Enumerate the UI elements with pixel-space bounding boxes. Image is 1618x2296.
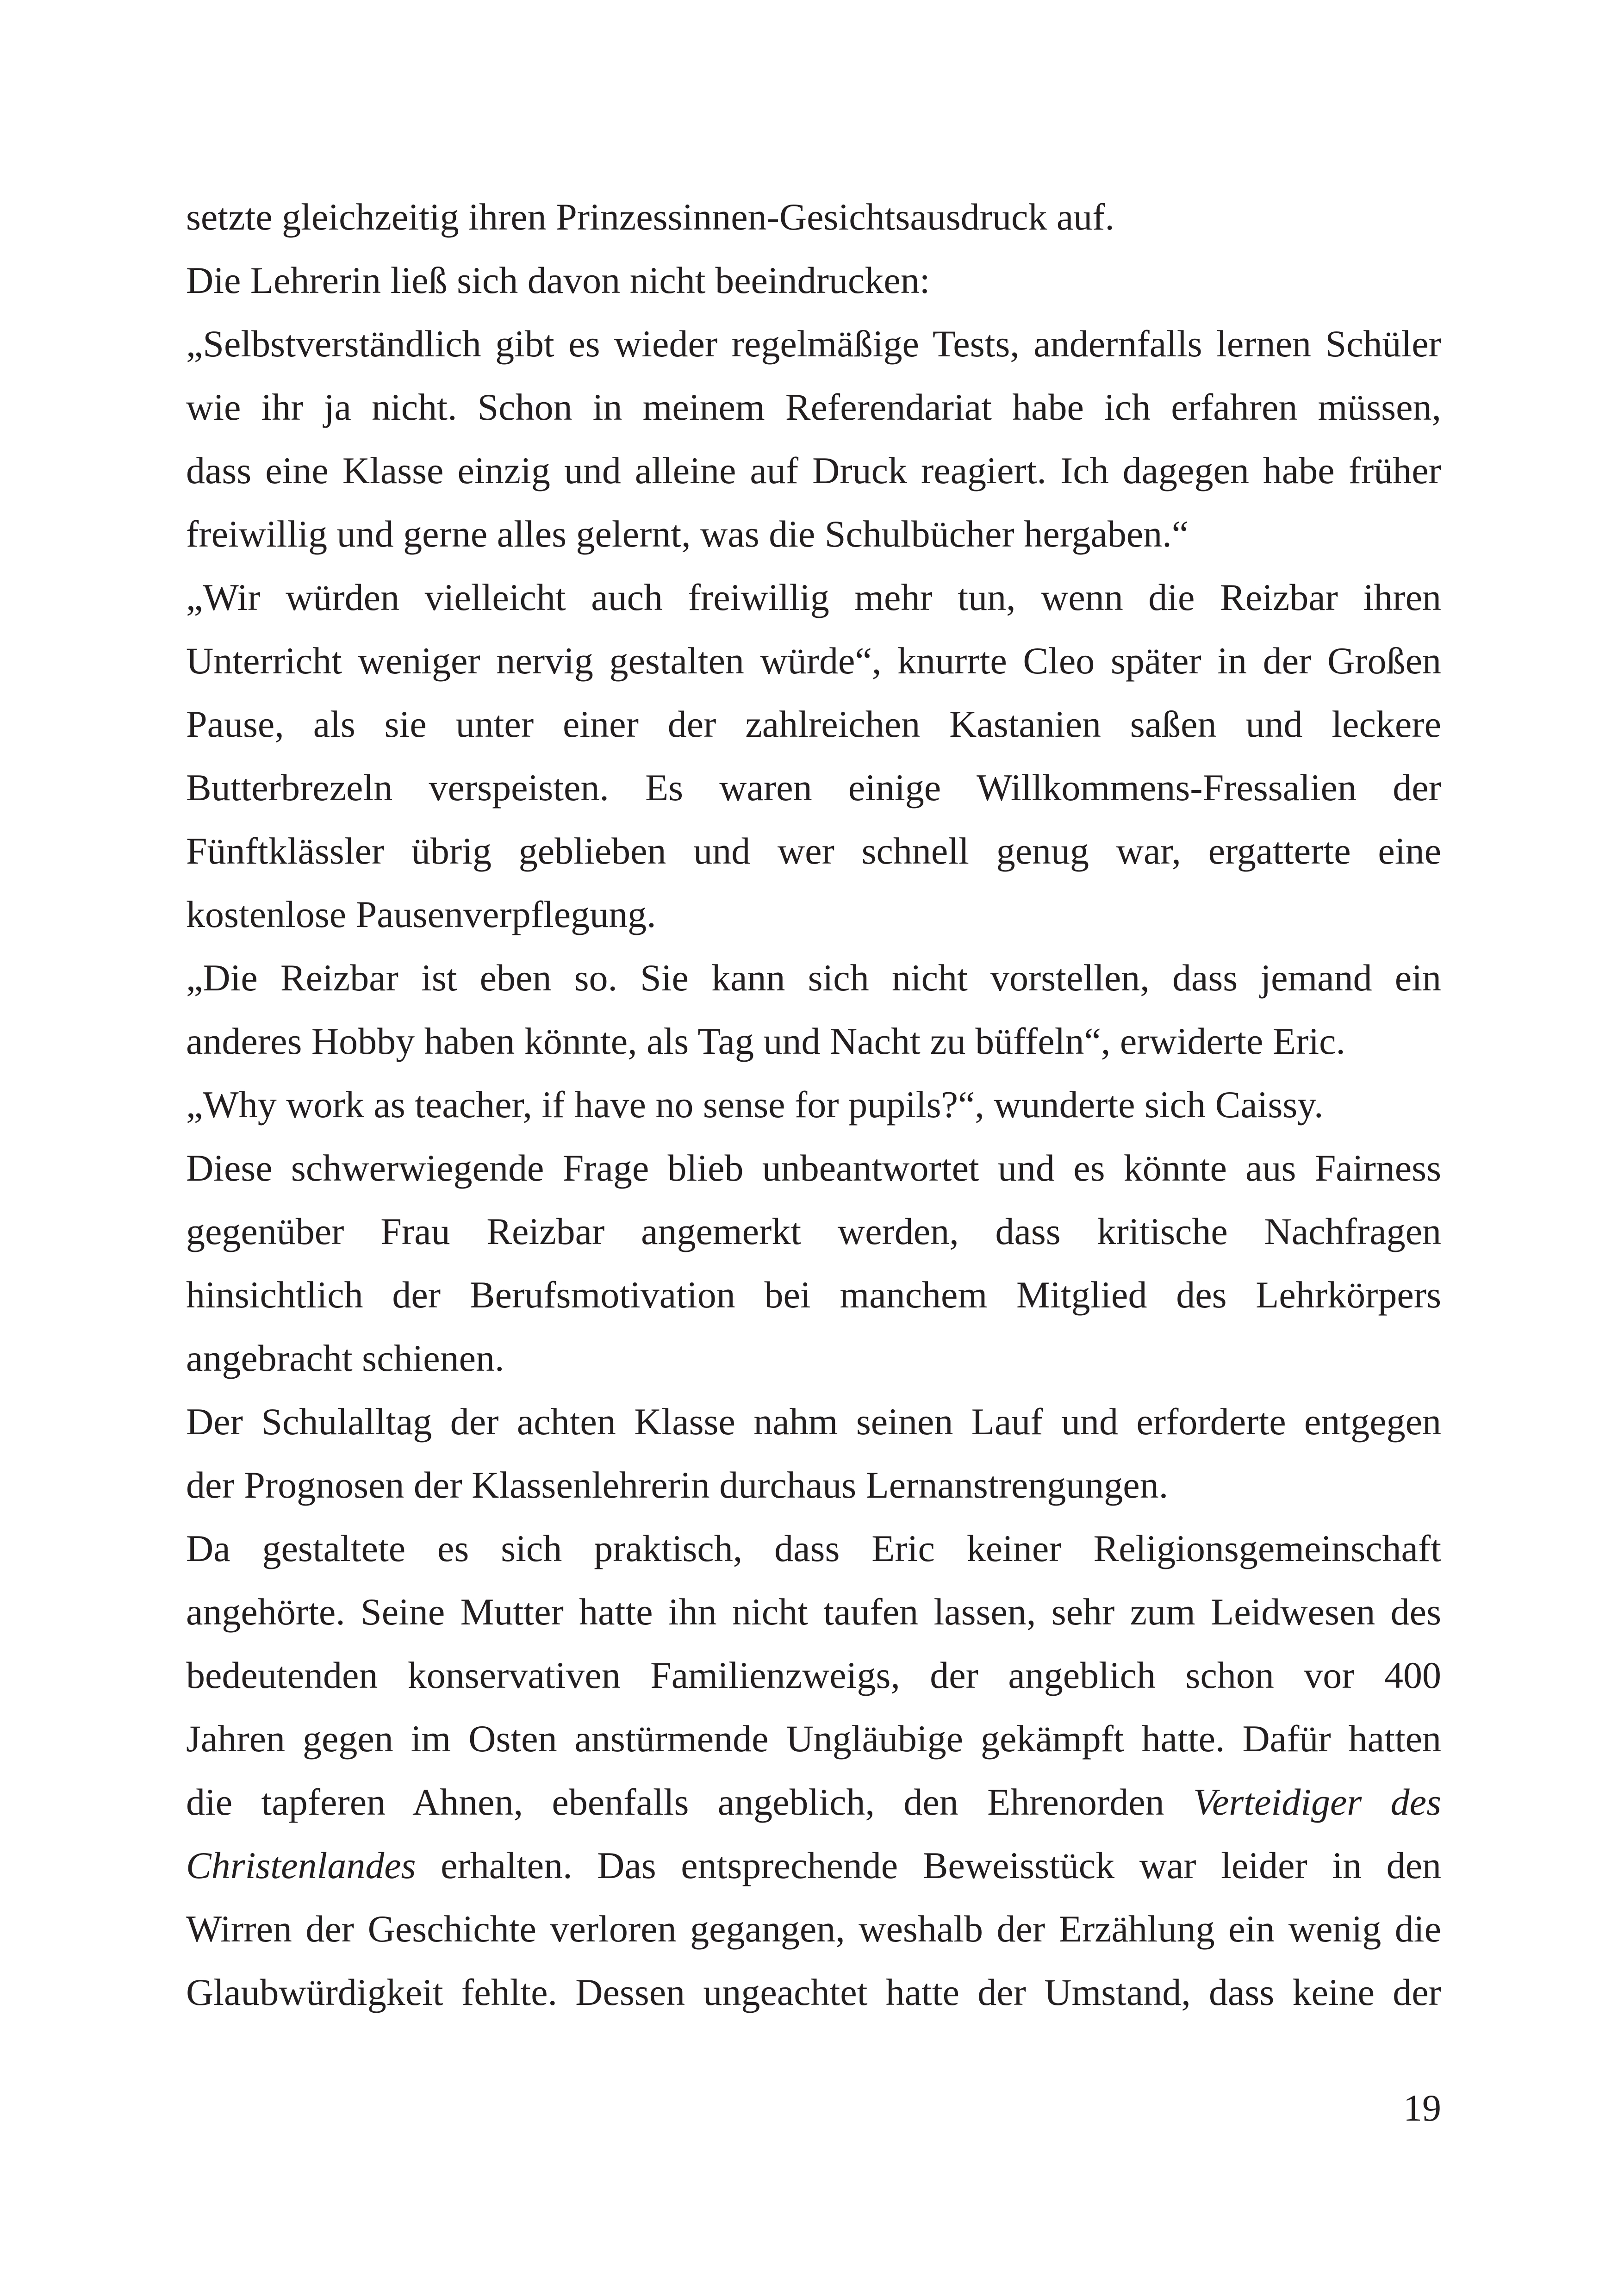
text-line: Die Lehrerin ließ sich davon nicht beeindrucken: bbox=[186, 259, 930, 301]
text-line: Unterricht weniger nervig gestalten würde“, knurrte Cleo später in der Großen bbox=[186, 640, 1441, 682]
text-line: Jahren gegen im Osten anstürmende Ungläubige gekämpft hatte. Dafür hatten bbox=[186, 1717, 1441, 1760]
body-text bbox=[186, 185, 1441, 2024]
text-line: hinsichtlich der Berufsmotivation bei manchem Mitglied des Lehrkörpers bbox=[186, 1274, 1441, 1316]
text-line: „Die Reizbar ist eben so. Sie kann sich nicht vorstellen, dass jemand ein bbox=[186, 957, 1441, 999]
text-line: Fünftklässler übrig geblieben und wer schnell genug war, ergatterte eine bbox=[186, 830, 1441, 872]
text-line: Butterbrezeln verspeisten. Es waren einige Willkommens-Fressalien der bbox=[186, 766, 1441, 809]
text-line: gegenüber Frau Reizbar angemerkt werden, dass kritische Nachfragen bbox=[186, 1210, 1441, 1252]
text-line: angehörte. Seine Mutter hatte ihn nicht taufen lassen, sehr zum Leidwesen des bbox=[186, 1591, 1441, 1633]
text-line: Glaubwürdigkeit fehlte. Dessen ungeachtet hatte der Umstand, dass keine der bbox=[186, 1971, 1441, 2013]
text-line: freiwillig und gerne alles gelernt, was die Schulbücher hergaben.“ bbox=[186, 513, 1189, 555]
text-line: der Prognosen der Klassenlehrerin durchaus Lernanstrengungen. bbox=[186, 1464, 1169, 1506]
text-line: angebracht schienen. bbox=[186, 1337, 504, 1379]
text-line-with-italic bbox=[186, 1770, 1441, 1834]
text-line: kostenlose Pausenverpflegung. bbox=[186, 893, 656, 935]
text-line: Pause, als sie unter einer der zahlreichen Kastanien saßen und leckere bbox=[186, 703, 1441, 745]
text-line: Da gestaltete es sich praktisch, dass Eric keiner Religionsgemeinschaft bbox=[186, 1527, 1441, 1569]
text-line: Der Schulalltag der achten Klasse nahm seinen Lauf und erforderte entgegen bbox=[186, 1400, 1441, 1443]
text-line: Diese schwerwiegende Frage blieb unbeantwortet und es könnte aus Fairness bbox=[186, 1147, 1441, 1189]
text-line: wie ihr ja nicht. Schon in meinem Referendariat habe ich erfahren müssen, bbox=[186, 386, 1441, 428]
text-line: „Wir würden vielleicht auch freiwillig mehr tun, wenn die Reizbar ihren bbox=[186, 576, 1441, 618]
text-line-with-italic bbox=[186, 1834, 1441, 1897]
text-segment: die tapferen Ahnen, ebenfalls angeblich, den Ehrenorden bbox=[186, 1781, 1164, 1823]
italic-title: Christenlandes bbox=[186, 1844, 416, 1886]
text-line: Wirren der Geschichte verloren gegangen, weshalb der Erzählung ein wenig die bbox=[186, 1908, 1441, 1950]
text-line: bedeutenden konservativen Familienzweigs, der angeblich schon vor 400 bbox=[186, 1654, 1441, 1696]
text-segment: erhalten. Das entsprechende Beweisstück war leider in den bbox=[441, 1844, 1441, 1886]
text-line: „Why work as teacher, if have no sense for pupils?“, wunderte sich Caissy. bbox=[186, 1083, 1324, 1126]
text-line: anderes Hobby haben könnte, als Tag und Nacht zu büffeln“, erwiderte Eric. bbox=[186, 1020, 1346, 1062]
page-number: 19 bbox=[1403, 2087, 1441, 2129]
text-line: „Selbstverständlich gibt es wieder regelmäßige Tests, andernfalls lernen Schüler bbox=[186, 323, 1441, 365]
text-line: setzte gleichzeitig ihren Prinzessinnen-Gesichtsausdruck auf. bbox=[186, 196, 1115, 238]
text-line: dass eine Klasse einzig und alleine auf Druck reagiert. Ich dagegen habe früher bbox=[186, 449, 1441, 492]
italic-title: Verteidiger des bbox=[1193, 1781, 1441, 1823]
